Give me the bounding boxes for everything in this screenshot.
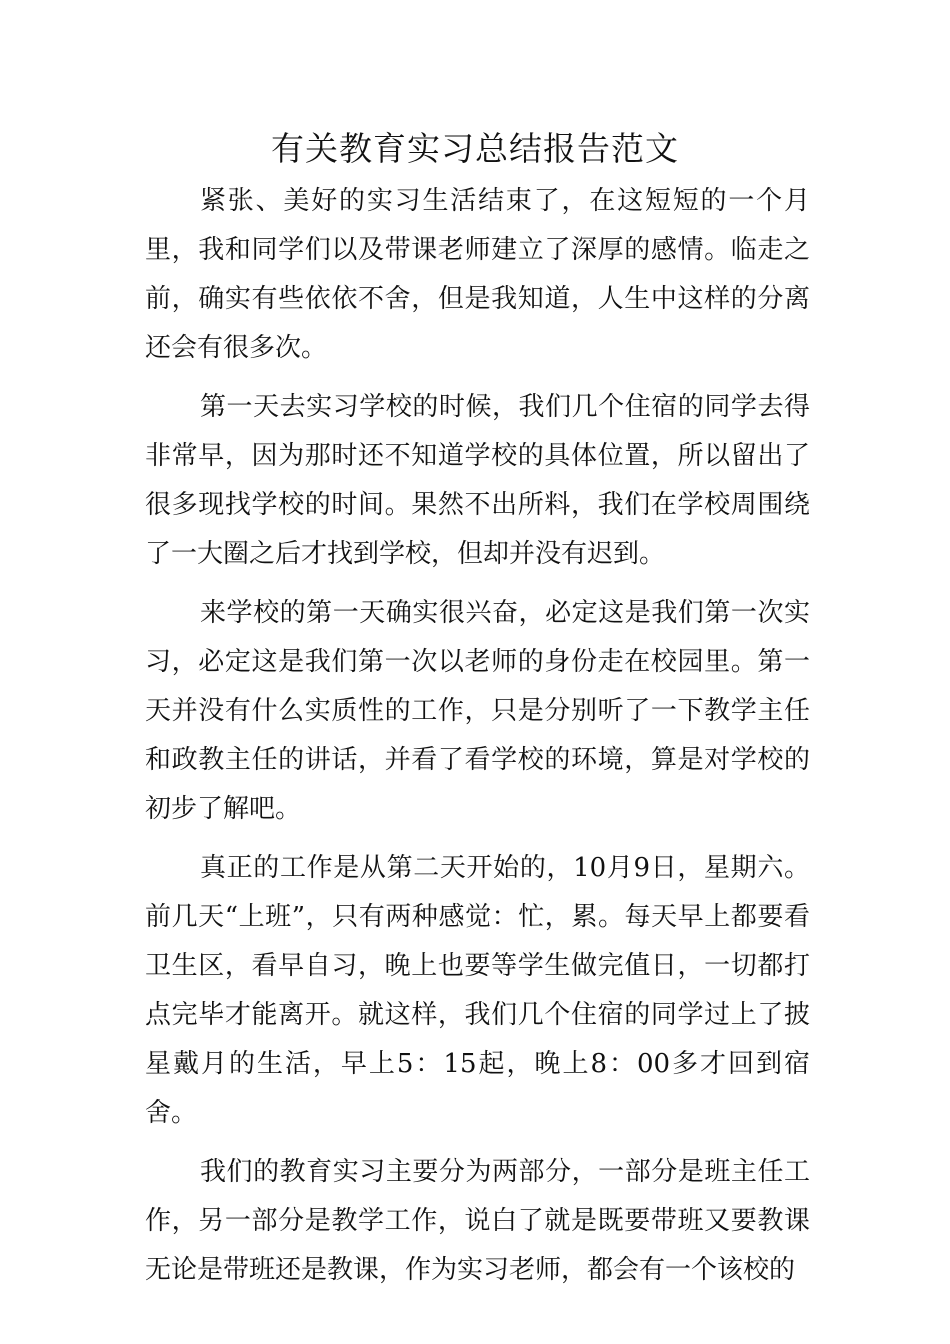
paragraph-4: 真正的工作是从第二天开始的，10月9日，星期六。前几天“上班”，只有两种感觉：忙，累。每天早上都要看卫生区，看早自习，晚上也要等学生做完值日，一切都打点完毕才能离开。就这样，我们几个住宿的同学过上了披星戴月的生活，早上5：15起，晚上8：00多才回到宿舍。	[145, 853, 810, 1128]
paragraph-2: 第一天去实习学校的时候，我们几个住宿的同学去得非常早，因为那时还不知道学校的具体位置，所以留出了很多现找学校的时间。果然不出所料，我们在学校周围绕了一大圈之后才找到学校，但却并没有迟到。	[145, 392, 810, 569]
paragraph-1: 紧张、美好的实习生活结束了，在这短短的一个月里，我和同学们以及带课老师建立了深厚的感情。临走之前，确实有些依依不舍，但是我知道，人生中这样的分离还会有很多次。	[145, 186, 810, 363]
paragraph-5: 我们的教育实习主要分为两部分，一部分是班主任工作，另一部分是教学工作，说白了就是既要带班又要教课无论是带班还是教课，作为实习老师，都会有一个该校的	[145, 1157, 810, 1285]
paragraph-3: 来学校的第一天确实很兴奋，必定这是我们第一次实习，必定这是我们第一次以老师的身份走在校园里。第一天并没有什么实质性的工作，只是分别听了一下教学主任和政教主任的讲话，并看了看学校的环境，算是对学校的初步了解吧。	[145, 598, 810, 824]
document-body	[145, 177, 810, 1295]
document-title: 有关教育实习总结报告范文	[271, 129, 679, 168]
